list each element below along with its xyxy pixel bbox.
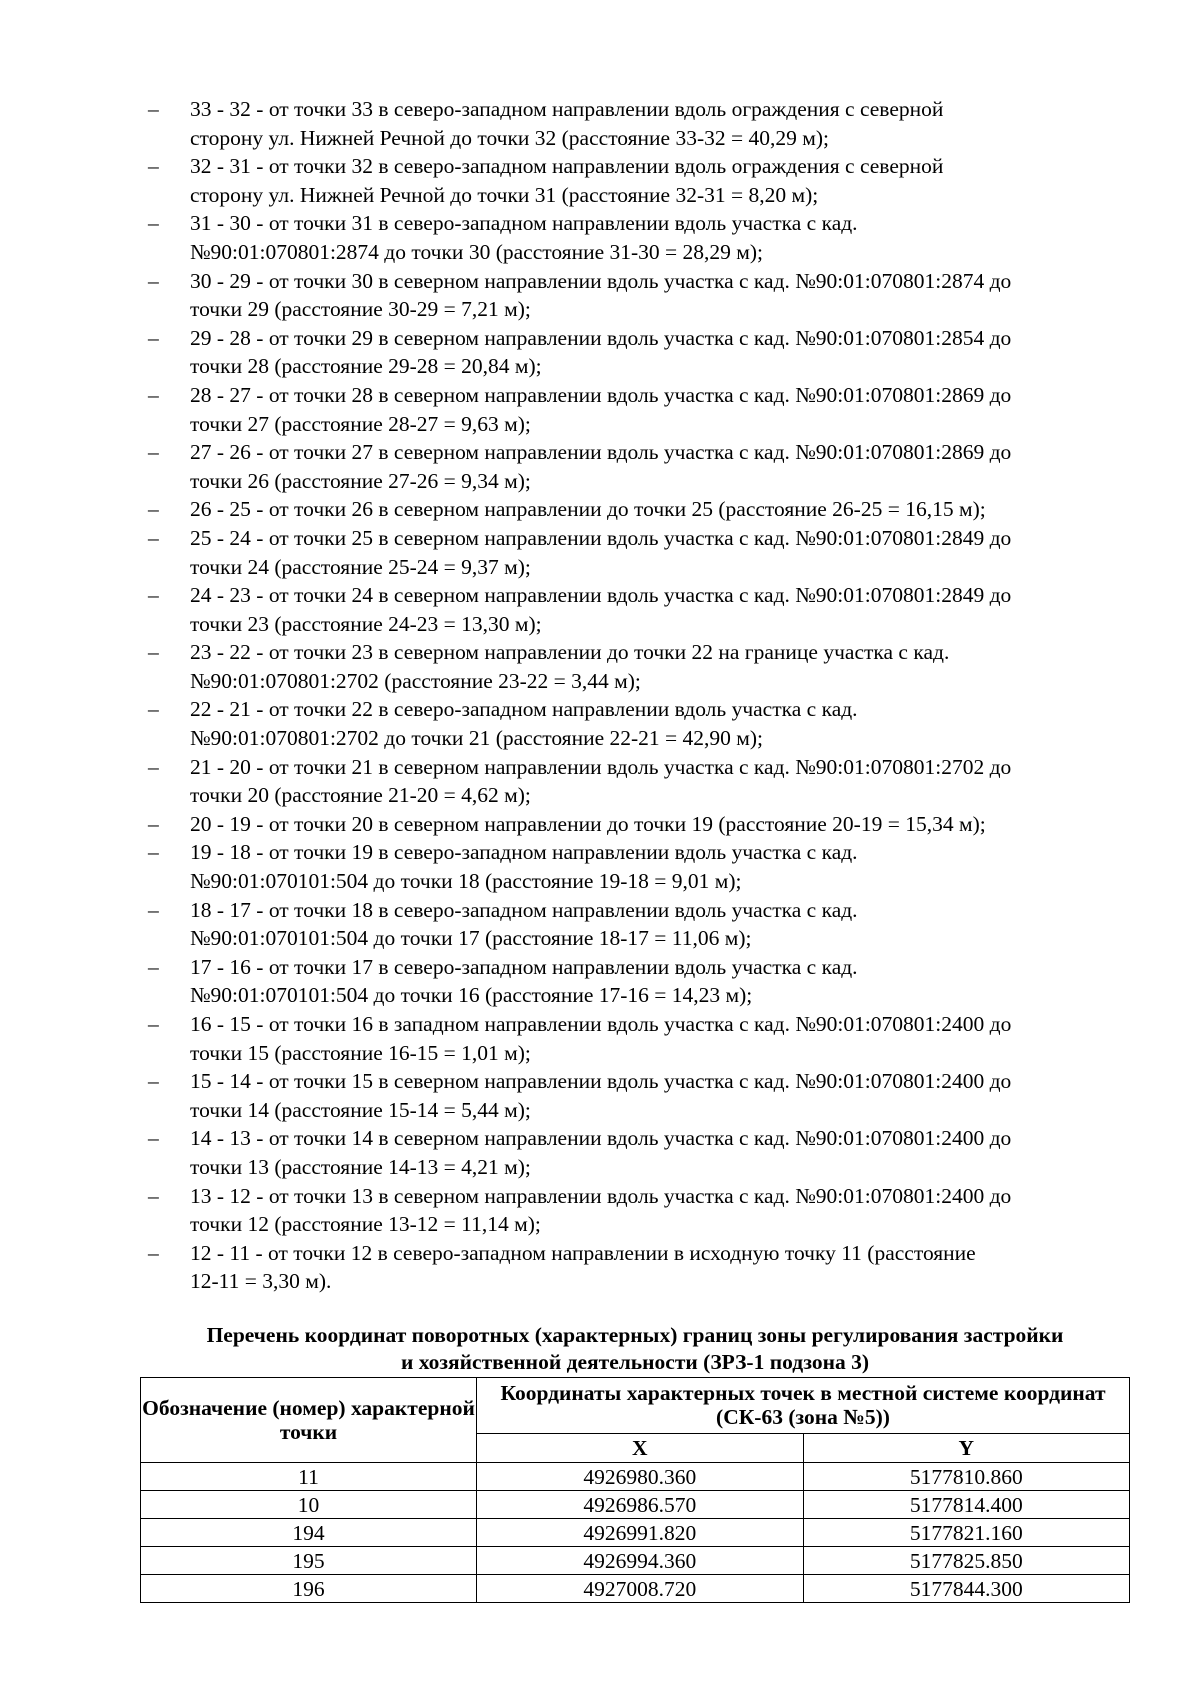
cell-y: 5177810.860	[803, 1463, 1130, 1491]
list-item	[148, 896, 1130, 953]
segment-line-1: 19 - 18 - от точки 19 в северо-западном направлении вдоль участка с кад.	[190, 840, 858, 865]
cell-point: 10	[141, 1491, 477, 1519]
segment-line-2: точки 15 (расстояние 16-15 = 1,01 м);	[190, 1040, 531, 1065]
list-bullet: –	[148, 211, 159, 236]
cell-point: 195	[141, 1547, 477, 1575]
heading-line-1: Перечень координат поворотных (характерных) границ зоны регулирования застройки	[206, 1323, 1064, 1347]
segment-line-1: 18 - 17 - от точки 18 в северо-западном направлении вдоль участка с кад.	[190, 897, 858, 922]
segment-line-1: 14 - 13 - от точки 14 в северном направлении вдоль участка с кад. №90:01:070801:2400 до	[190, 1126, 1012, 1151]
segment-line-2: точки 27 (расстояние 28-27 = 9,63 м);	[190, 411, 531, 436]
list-item	[148, 152, 1130, 209]
segment-line-1: 27 - 26 - от точки 27 в северном направлении вдоль участка с кад. №90:01:070801:2869 до	[190, 440, 1012, 465]
boundary-segment-list	[148, 95, 1130, 1296]
segment-line-1: 33 - 32 - от точки 33 в северо-западном направлении вдоль ограждения с северной	[190, 97, 944, 121]
list-bullet: –	[148, 754, 159, 779]
segment-line-1: 29 - 28 - от точки 29 в северном направлении вдоль участка с кад. №90:01:070801:2854 до	[190, 325, 1012, 350]
segment-line-2: точки 26 (расстояние 27-26 = 9,34 м);	[190, 468, 531, 493]
list-bullet: –	[148, 811, 159, 836]
segment-line-1: 23 - 22 - от точки 23 в северном направлении до точки 22 на границе участка с кад.	[190, 640, 950, 665]
coordinates-table	[140, 1377, 1130, 1603]
segment-line-2: точки 24 (расстояние 25-24 = 9,37 м);	[190, 554, 531, 579]
cell-x: 4926980.360	[477, 1463, 804, 1491]
segment-line-2: точки 23 (расстояние 24-23 = 13,30 м);	[190, 611, 542, 636]
list-bullet: –	[148, 382, 159, 407]
list-item	[148, 638, 1130, 695]
list-item	[148, 1182, 1130, 1239]
list-bullet: –	[148, 268, 159, 293]
cell-y: 5177814.400	[803, 1491, 1130, 1519]
list-bullet: –	[148, 440, 159, 465]
segment-line-2: сторону ул. Нижней Речной до точки 31 (расстояние 32-31 = 8,20 м);	[190, 182, 819, 207]
segment-line-1: 32 - 31 - от точки 32 в северо-западном направлении вдоль ограждения с северной	[190, 154, 944, 179]
table-row	[141, 1519, 1130, 1547]
list-item	[148, 810, 1130, 839]
list-bullet: –	[148, 497, 159, 522]
list-bullet: –	[148, 697, 159, 722]
list-item	[148, 438, 1130, 495]
cell-x: 4926991.820	[477, 1519, 804, 1547]
segment-line-2: №90:01:070801:2702 (расстояние 23-22 = 3,44 м);	[190, 668, 641, 693]
list-item	[148, 324, 1130, 381]
table-heading	[140, 1322, 1130, 1376]
segment-line-1: 22 - 21 - от точки 22 в северо-западном направлении вдоль участка с кад.	[190, 697, 858, 722]
list-item	[148, 267, 1130, 324]
segment-line-2: №90:01:070101:504 до точки 18 (расстояние 19-18 = 9,01 м);	[190, 869, 742, 894]
segment-line-2: точки 28 (расстояние 29-28 = 20,84 м);	[190, 354, 542, 379]
list-item	[148, 524, 1130, 581]
segment-line-2: №90:01:070801:2874 до точки 30 (расстояние 31-30 = 28,29 м);	[190, 239, 764, 264]
segment-line-1: 21 - 20 - от точки 21 в северном направлении вдоль участка с кад. №90:01:070801:2702 до	[190, 754, 1012, 779]
segment-line-1: 30 - 29 - от точки 30 в северном направлении вдоль участка с кад. №90:01:070801:2874 до	[190, 268, 1012, 293]
list-item	[148, 95, 1130, 152]
list-bullet: –	[148, 1069, 159, 1094]
segment-line-1: 24 - 23 - от точки 24 в северном направлении вдоль участка с кад. №90:01:070801:2849 до	[190, 583, 1012, 608]
header-x: X	[477, 1433, 804, 1462]
list-item	[148, 1239, 1130, 1296]
list-bullet: –	[148, 840, 159, 865]
list-bullet: –	[148, 154, 159, 179]
cell-x: 4927008.720	[477, 1575, 804, 1603]
segment-line-2: точки 12 (расстояние 13-12 = 11,14 м);	[190, 1212, 541, 1237]
segment-line-1: 20 - 19 - от точки 20 в северном направлении до точки 19 (расстояние 20-19 = 15,34 м);	[190, 811, 986, 836]
cell-y: 5177844.300	[803, 1575, 1130, 1603]
segment-line-1: 16 - 15 - от точки 16 в западном направлении вдоль участка с кад. №90:01:070801:2400 до	[190, 1012, 1012, 1036]
cell-point: 194	[141, 1519, 477, 1547]
table-row	[141, 1463, 1130, 1491]
list-bullet: –	[148, 97, 159, 121]
segment-line-2: точки 13 (расстояние 14-13 = 4,21 м);	[190, 1154, 531, 1179]
list-bullet: –	[148, 1183, 159, 1208]
list-bullet: –	[148, 583, 159, 608]
table-row	[141, 1575, 1130, 1603]
segment-line-2: точки 20 (расстояние 21-20 = 4,62 м);	[190, 783, 531, 808]
segment-line-2: точки 29 (расстояние 30-29 = 7,21 м);	[190, 297, 531, 322]
list-item	[148, 695, 1130, 752]
list-item	[148, 381, 1130, 438]
cell-y: 5177825.850	[803, 1547, 1130, 1575]
segment-line-2: точки 14 (расстояние 15-14 = 5,44 м);	[190, 1097, 531, 1122]
list-bullet: –	[148, 325, 159, 350]
cell-x: 4926986.570	[477, 1491, 804, 1519]
table-row	[141, 1491, 1130, 1519]
segment-line-1: 17 - 16 - от точки 17 в северо-западном направлении вдоль участка с кад.	[190, 954, 858, 979]
cell-point: 11	[141, 1463, 477, 1491]
segment-line-1: 31 - 30 - от точки 31 в северо-западном направлении вдоль участка с кад.	[190, 211, 858, 236]
list-item	[148, 495, 1130, 524]
list-item	[148, 209, 1130, 266]
table-row	[141, 1547, 1130, 1575]
list-bullet: –	[148, 1126, 159, 1151]
list-bullet: –	[148, 897, 159, 922]
list-item	[148, 1067, 1130, 1124]
header-point-designation: Обозначение (номер) характерной точки	[141, 1378, 477, 1463]
segment-line-2: 12-11 = 3,30 м).	[190, 1269, 332, 1294]
segment-line-2: №90:01:070801:2702 до точки 21 (расстояние 22-21 = 42,90 м);	[190, 726, 764, 751]
heading-line-2: и хозяйственной деятельности (ЗРЗ-1 подзона 3)	[400, 1350, 870, 1374]
segment-line-1: 13 - 12 - от точки 13 в северном направлении вдоль участка с кад. №90:01:070801:2400 до	[190, 1183, 1012, 1208]
segment-line-2: №90:01:070101:504 до точки 17 (расстояние 18-17 = 11,06 м);	[190, 926, 752, 951]
list-bullet: –	[148, 1240, 159, 1265]
list-bullet: –	[148, 525, 159, 550]
list-item	[148, 1124, 1130, 1181]
list-item	[148, 753, 1130, 810]
segment-line-1: 12 - 11 - от точки 12 в северо-западном направлении в исходную точку 11 (расстояние	[190, 1240, 976, 1265]
list-item	[148, 838, 1130, 895]
list-bullet: –	[148, 640, 159, 665]
segment-line-1: 25 - 24 - от точки 25 в северном направлении вдоль участка с кад. №90:01:070801:2849 до	[190, 525, 1012, 550]
list-bullet: –	[148, 1012, 159, 1036]
segment-line-1: 15 - 14 - от точки 15 в северном направлении вдоль участка с кад. №90:01:070801:2400 до	[190, 1069, 1012, 1094]
header-y: Y	[803, 1433, 1130, 1462]
list-item	[148, 1010, 1130, 1067]
segment-line-2: №90:01:070101:504 до точки 16 (расстояние 17-16 = 14,23 м);	[190, 983, 753, 1008]
segment-line-2: сторону ул. Нижней Речной до точки 32 (расстояние 33-32 = 40,29 м);	[190, 125, 829, 150]
cell-y: 5177821.160	[803, 1519, 1130, 1547]
list-bullet: –	[148, 954, 159, 979]
segment-line-1: 28 - 27 - от точки 28 в северном направлении вдоль участка с кад. №90:01:070801:2869 до	[190, 382, 1012, 407]
segment-line-1: 26 - 25 - от точки 26 в северном направлении до точки 25 (расстояние 26-25 = 16,15 м);	[190, 497, 986, 522]
list-item	[148, 953, 1130, 1010]
cell-x: 4926994.360	[477, 1547, 804, 1575]
list-item	[148, 581, 1130, 638]
header-coordinates: Координаты характерных точек в местной системе координат (СК-63 (зона №5))	[477, 1378, 1130, 1434]
cell-point: 196	[141, 1575, 477, 1603]
